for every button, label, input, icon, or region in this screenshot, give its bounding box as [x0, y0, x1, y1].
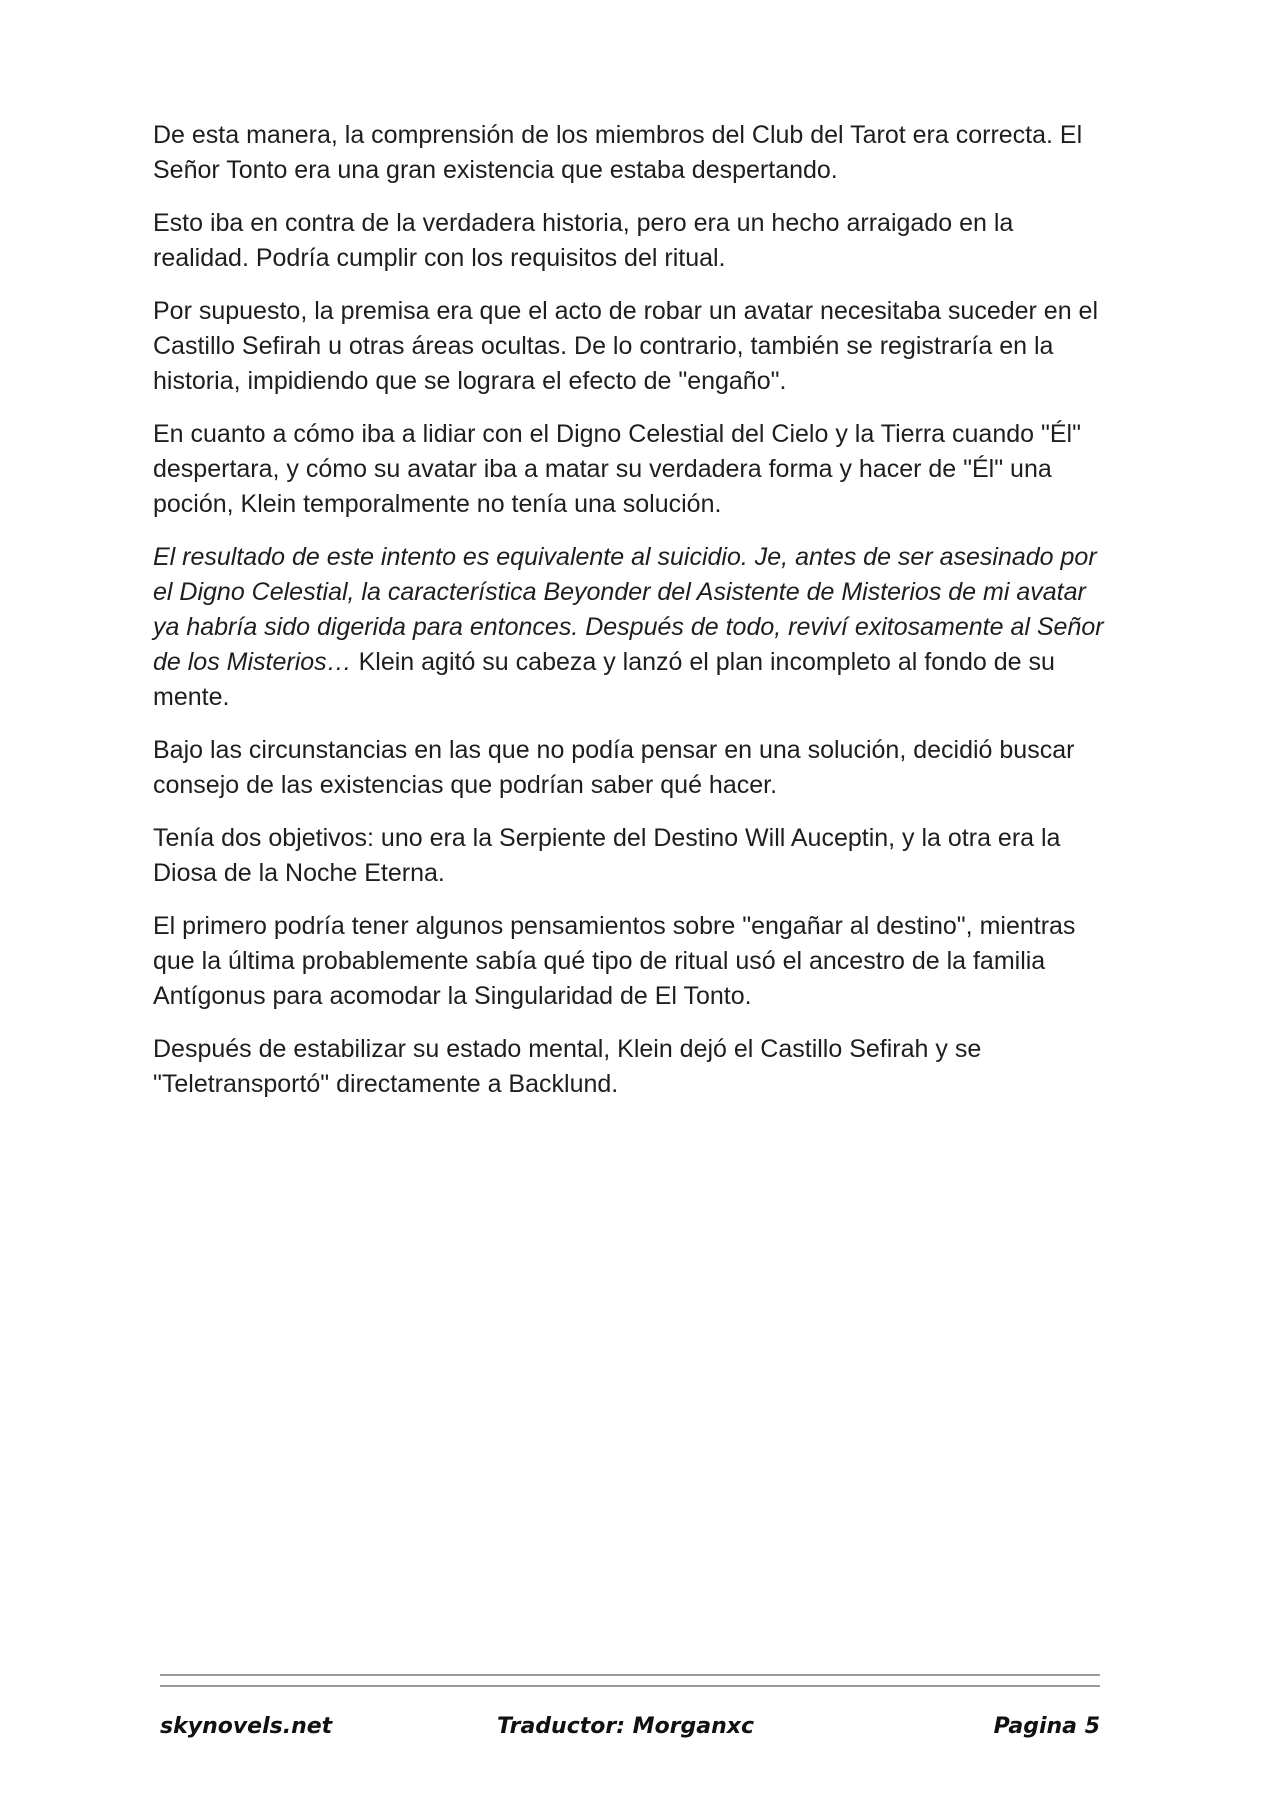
footer-page-number: Pagina 5 [993, 1714, 1100, 1739]
footer-divider-top [160, 1674, 1100, 1676]
paragraph-7 [153, 821, 1113, 891]
footer-divider-bottom [160, 1685, 1100, 1687]
paragraph-4 [153, 417, 1113, 522]
paragraph-2-text: Esto iba en contra de la verdadera historia, pero era un hecho arraigado en la realidad. Podría cumplir con los requisitos del ritual. [153, 209, 1014, 272]
paragraph-4-text: En cuanto a cómo iba a lidiar con el Digno Celestial del Cielo y la Tierra cuando "Él" despertara, y cómo su avatar iba a matar su verdadera forma y hacer de "Él" una poción, Klein temporalmente no tenía una solución. [153, 420, 1081, 518]
footer-site: skynovels.net [160, 1714, 333, 1739]
paragraph-5 [153, 540, 1113, 715]
paragraph-9 [153, 1032, 1113, 1102]
paragraph-3 [153, 294, 1113, 399]
paragraph-7-text: Tenía dos objetivos: uno era la Serpiente del Destino Will Auceptin, y la otra era la Diosa de la Noche Eterna. [153, 824, 1061, 887]
paragraph-1-text: De esta manera, la comprensión de los miembros del Club del Tarot era correcta. El Señor Tonto era una gran existencia que estaba despertando. [153, 121, 1083, 184]
page-footer [160, 1714, 1100, 1750]
paragraph-6-text: Bajo las circunstancias en las que no podía pensar en una solución, decidió buscar consejo de las existencias que podrían saber qué hacer. [153, 736, 1075, 799]
paragraph-6 [153, 733, 1113, 803]
footer-translator: Traductor: Morganxc [497, 1714, 755, 1739]
paragraph-2 [153, 206, 1113, 276]
paragraph-5-text: Klein agitó su cabeza y lanzó el plan incompleto al fondo de su mente. [153, 648, 1055, 711]
paragraph-8-text: El primero podría tener algunos pensamientos sobre "engañar al destino", mientras que la última probablemente sabía qué tipo de ritual usó el ancestro de la familia Antígonus para acomodar la Singularidad de El Tonto. [153, 912, 1076, 1010]
paragraph-9-text: Después de estabilizar su estado mental, Klein dejó el Castillo Sefirah y se "Teletransportó" directamente a Backlund. [153, 1035, 982, 1098]
document-body [153, 118, 1113, 1120]
paragraph-1 [153, 118, 1113, 188]
paragraph-5-italic: El resultado de este intento es equivalente al suicidio. Je, antes de ser asesinado por el Digno Celestial, la característica Beyonder del Asistente de Misterios de mi avatar ya habría sido digerida para entonces. Después de todo, reviví exitosamente al Señor de los Misterios… [153, 543, 1104, 676]
paragraph-8 [153, 909, 1113, 1014]
paragraph-3-text: Por supuesto, la premisa era que el acto de robar un avatar necesitaba suceder en el Castillo Sefirah u otras áreas ocultas. De lo contrario, también se registraría en la historia, impidiendo que se lograra el efecto de "engaño". [153, 297, 1099, 395]
